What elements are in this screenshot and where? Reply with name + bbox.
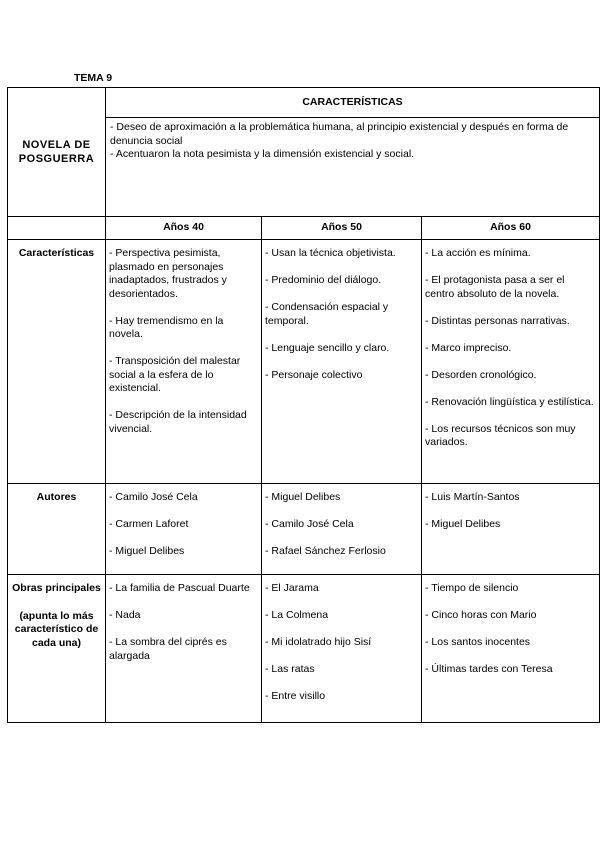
list-item: - Rafael Sánchez Ferlosio [265,545,386,557]
year-header-60: Años 60 [422,217,600,240]
row-label-obras [8,575,106,723]
autores-40 [106,484,262,575]
obras-40 [106,575,262,723]
obras-label: Obras principales [12,582,101,594]
obras-60 [422,575,600,723]
list-item: - Mi idolatrado hijo Sisí [265,636,372,648]
blank-corner-cell [8,217,106,240]
list-item: - Tiempo de silencio [425,582,519,594]
tema-label: TEMA 9 [74,72,113,84]
list-item: - Perspectiva pesimista, plasmado en personajes inadaptados, frustrados y desorientados. [109,247,227,300]
list-item: - Renovación lingüística y estilística. [425,395,594,408]
list-item: - Miguel Delibes [109,545,185,557]
genre-cell [8,88,106,217]
genre-line-2: POSGUERRA [18,153,95,165]
row-label-autores: Autores [8,484,106,575]
obras-note: (apunta lo más característico de cada una) [14,609,99,649]
list-item: - El protagonista pasa a ser el centro absoluto de la novela. [425,274,565,300]
list-item: - Marco impreciso. [425,341,512,354]
autores-60 [422,484,600,575]
header-title: CARACTERÍSTICAS [106,88,600,118]
list-item: - Las ratas [265,663,315,675]
year-header-40: Años 40 [106,217,262,240]
list-item: - Miguel Delibes [425,518,501,530]
caracteristicas-40 [106,240,262,484]
list-item: - Lenguaje sencillo y claro. [265,341,390,354]
genre-line-1: NOVELA DE [22,139,91,151]
list-item: - Miguel Delibes [265,491,341,503]
list-item: - Distintas personas narrativas. [425,314,570,327]
row-label-caracteristicas: Características [8,240,106,484]
caracteristicas-50 [262,240,422,484]
list-item: - Los santos inocentes [425,636,531,648]
list-item: - Transposición del malestar social a la esfera de lo existencial. [109,355,241,394]
year-header-50: Años 50 [262,217,422,240]
list-item: - Los recursos técnicos son muy variados. [425,422,576,448]
caracteristicas-60 [422,240,600,484]
list-item: - Camilo José Cela [265,518,354,530]
list-item: - La acción es mínima. [425,247,531,259]
autores-50 [262,484,422,575]
novela-posguerra-table [7,87,600,723]
list-item: - Predominio del diálogo. [265,274,382,286]
list-item: - Últimas tardes con Teresa [425,663,553,675]
list-item: - Usan la técnica objetivista. [265,247,396,259]
list-item: - Personaje colectivo [265,368,363,381]
list-item: - El Jarama [265,582,319,594]
list-item: - Nada [109,609,141,621]
list-item: - Hay tremendismo en la novela. [109,314,224,340]
list-item: - Camilo José Cela [109,491,198,503]
general-line-2: - Acentuaron la nota pesimista y la dimensión existencial y social. [110,148,415,160]
obras-50 [262,575,422,723]
list-item: - Desorden cronológico. [425,368,537,381]
list-item: - Luis Martín-Santos [425,491,520,503]
general-description [106,118,600,217]
general-line-1: - Deseo de aproximación a la problemática humana, al principio existencial y después en forma de denuncia social [110,121,569,147]
list-item: - Carmen Laforet [109,518,189,530]
list-item: - La Colmena [265,609,329,621]
list-item: - La familia de Pascual Duarte [109,582,250,594]
list-item: - Entre visillo [265,690,326,702]
list-item: - Cinco horas con Mario [425,609,537,621]
list-item: - Descripción de la intensidad vivencial. [109,409,247,435]
list-item: - Condensación espacial y temporal. [265,301,389,327]
list-item: - La sombra del ciprés es alargada [109,636,227,662]
